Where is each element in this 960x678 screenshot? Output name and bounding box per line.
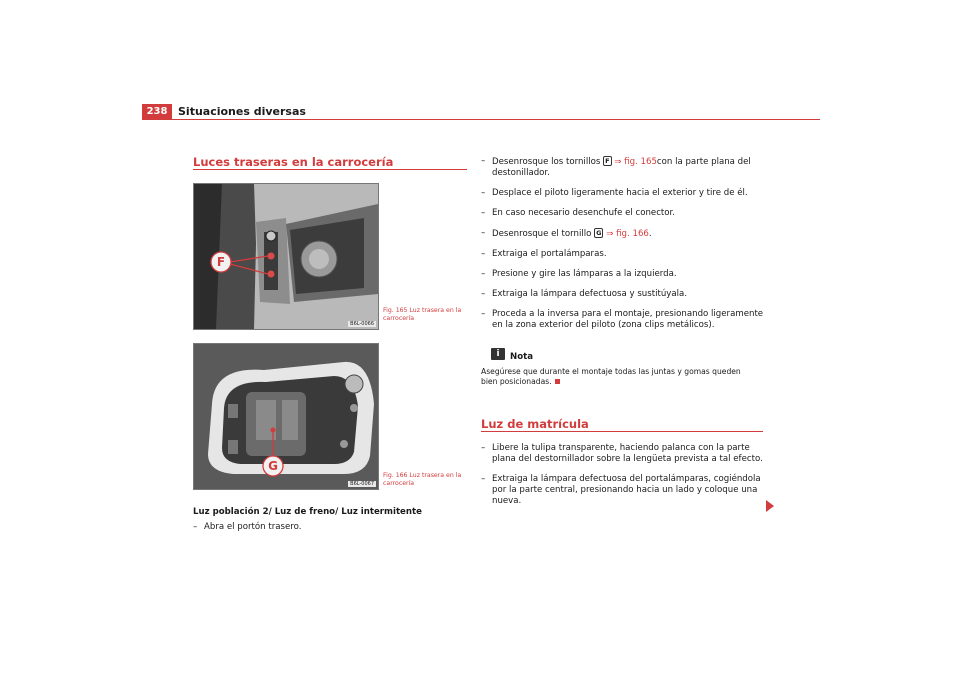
list-item (481, 249, 766, 260)
figure-ref-link[interactable]: ⇒ fig. 166 (603, 229, 649, 239)
header-title: Situaciones diversas (178, 105, 306, 118)
figure-166 (193, 343, 379, 490)
section-rule (193, 169, 467, 170)
key-f: F (605, 157, 610, 165)
right-steps-list (481, 156, 766, 340)
key-g: G (596, 229, 602, 237)
dash: – (481, 443, 486, 453)
end-of-section-icon (555, 379, 560, 384)
dash: – (481, 228, 486, 238)
note-body: Asegúrese que durante el montaje todas las juntas y gomas queden bien posicionadas. (481, 367, 741, 386)
figure-code: B6L-0066 (350, 321, 374, 327)
step-text: Libere la tulipa transparente, haciendo palanca con la parte plana del destornillador sobre la lengüeta prevista a tal efecto. (492, 443, 763, 464)
section-title-luz-matricula: Luz de matrícula (481, 417, 589, 431)
figure-ref-link[interactable]: ⇒ fig. 165 (611, 157, 657, 167)
dash: – (481, 156, 486, 166)
figure-165 (193, 183, 379, 330)
figure-code: B6L-0067 (350, 481, 374, 487)
list-item (481, 269, 766, 280)
note-text (481, 367, 753, 387)
step-text: Abra el portón trasero. (204, 522, 302, 532)
step-text: con la parte plana del destonillador. (492, 157, 751, 178)
step-text: Presione y gire las lámparas a la izquierda. (492, 269, 677, 279)
list-item (481, 289, 766, 300)
list-item (481, 188, 766, 199)
figure-166-illustration (194, 344, 378, 489)
step-text: Desenrosque los tornillos (492, 157, 604, 167)
dash: – (481, 474, 486, 484)
step-text: En caso necesario desenchufe el conector. (492, 208, 676, 218)
step-text: Extraiga el portalámparas. (492, 249, 607, 259)
step-text: Desenrosque el tornillo (492, 229, 595, 239)
info-icon: i (491, 348, 505, 360)
subheading-luz-poblacion: Luz población 2/ Luz de freno/ Luz intermitente (193, 507, 422, 517)
dash: – (481, 188, 486, 198)
list-item (481, 208, 766, 219)
section-title-luces-traseras: Luces traseras en la carrocería (193, 155, 394, 169)
list-item (481, 228, 766, 240)
list-item (481, 474, 766, 507)
step-text: Proceda a la inversa para el montaje, presionando ligeramente en la zona exterior del piloto (zona clips metálicos). (492, 309, 764, 330)
step-text: Extraiga la lámpara defectuosa y sustitúyala. (492, 289, 688, 299)
figure-165-caption: Fig. 165 Luz trasera en la carrocería (383, 307, 462, 322)
dash: – (481, 269, 486, 279)
page-number: 238 (142, 104, 172, 119)
list-item (481, 156, 766, 179)
section-rule (481, 431, 763, 432)
dash: – (481, 208, 486, 218)
dash: – (481, 309, 486, 319)
list-item (481, 443, 766, 465)
next-page-arrow-icon[interactable] (766, 500, 774, 512)
callout-f: F (216, 255, 226, 269)
list-item (193, 522, 467, 533)
list-item (481, 309, 766, 331)
note-title: Nota (510, 352, 534, 362)
dash: – (481, 249, 486, 259)
left-steps-list (193, 522, 467, 542)
header-rule (142, 119, 820, 120)
dash: – (481, 289, 486, 299)
step-text: Extraiga la lámpara defectuosa del portalámparas, cogiéndola por la parte central, presionando hacia un lado y coloque una nueva. (492, 474, 761, 506)
matricula-steps-list (481, 443, 766, 516)
dash: – (193, 522, 198, 532)
callout-g: G (268, 459, 278, 473)
figure-166-caption: Fig. 166 Luz trasera en la carrocería (383, 472, 462, 487)
step-text: . (648, 229, 652, 239)
step-text: Desplace el piloto ligeramente hacia el exterior y tire de él. (492, 188, 748, 198)
